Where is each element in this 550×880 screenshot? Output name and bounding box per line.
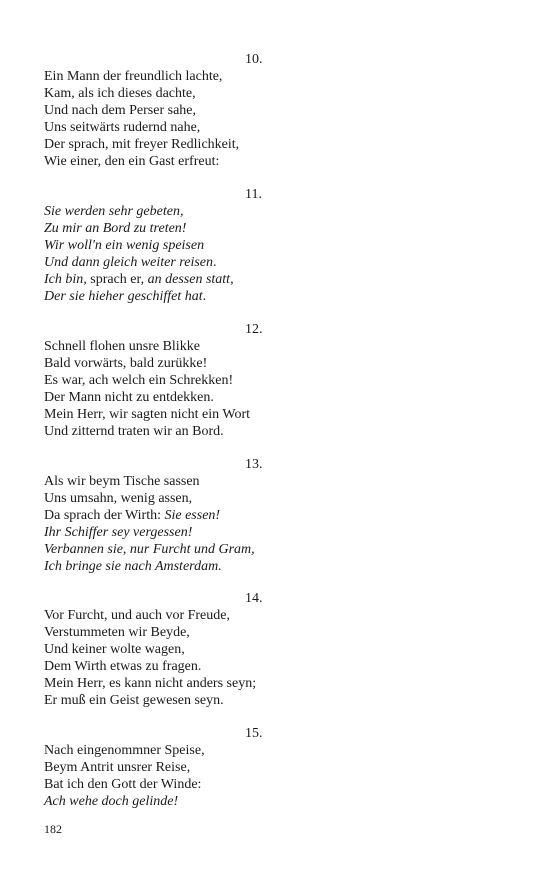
verse-line [44,119,504,136]
verse-segment: . [202,289,207,304]
verse-line [44,136,504,153]
verse-segment: Dem Wirth etwas zu fragen. [44,659,202,674]
verse-segment: Ach wehe doch gelinde! [44,794,179,809]
verse-segment: Mein Herr, es kann nicht anders seyn; [44,676,257,691]
verse-line [44,675,504,692]
verse-line [44,85,504,102]
verse-line [44,68,504,85]
verse-segment: an dessen statt, [147,272,234,287]
verse-line [44,742,504,759]
verse-line [44,220,504,237]
verse-line [44,524,504,541]
verse-line [44,288,504,305]
stanza-10 [44,51,504,170]
verse-segment: Uns umsahn, wenig assen, [44,491,193,506]
verse-line [44,541,504,558]
verse-line [44,558,504,575]
verse-line [44,776,504,793]
verse-line [44,102,504,119]
stanza-number: 15. [245,726,263,741]
verse-line [44,406,504,423]
verse-segment: Der sie hieher geschiffet hat [44,289,203,304]
verse-segment: Bat ich den Gott der Winde: [44,777,202,792]
verse-segment: Wie einer, den ein Gast erfreut: [44,154,220,169]
verse-segment: sprach er, [86,272,148,287]
verse-segment: Vor Furcht, und auch vor Freude, [44,608,230,623]
verse-segment: . [213,255,217,270]
stanza-number: 12. [245,322,263,337]
verse-segment: Als wir beym Tische sassen [44,474,200,489]
verse-line [44,624,504,641]
stanza-number: 11. [245,187,262,202]
verse-line [44,389,504,406]
verse-line [44,641,504,658]
verse-segment: Bald vorwärts, bald zurükke! [44,356,208,371]
verse-segment: Es war, ach welch ein Schrekken! [44,373,234,388]
verse-line [44,607,504,624]
stanza-15 [44,725,504,810]
verse-segment: Beym Antrit unsrer Reise, [44,760,191,775]
verse-segment: Sie essen! [164,508,221,523]
stanza-14 [44,590,504,709]
verse-line [44,372,504,389]
verse-segment: Der sprach, mit freyer Redlichkeit, [44,137,240,152]
verse-line [44,490,504,507]
stanza-13 [44,456,504,575]
verse-line [44,507,504,524]
verse-line [44,423,504,440]
verse-segment: Und zitternd traten wir an Bord. [44,424,224,439]
verse-segment: Ein Mann der freundlich lachte, [44,69,223,84]
verse-segment: Ich bin, [44,272,87,287]
verse-segment: Ihr Schiffer sey vergessen! [44,525,193,540]
stanza-12 [44,321,504,440]
verse-segment: Ich bringe sie nach Amsterdam. [44,559,222,574]
verse-segment: Wir woll'n ein wenig speisen [44,238,205,253]
verse-line [44,355,504,372]
verse-line [44,338,504,355]
verse-segment: Schnell flohen unsre Blikke [44,339,200,354]
verse-segment: Mein Herr, wir sagten nicht ein Wort [44,407,251,422]
verse-segment: Kam, als ich dieses dachte, [44,86,196,101]
verse-line [44,658,504,675]
verse-segment: Verstummeten wir Beyde, [44,625,190,640]
stanza-number: 14. [245,591,263,606]
verse-line [44,203,504,220]
verse-segment: Und keiner wolte wagen, [44,642,185,657]
stanza-11 [44,186,504,305]
verse-line [44,271,504,288]
page-number: 182 [44,822,62,836]
stanza-number: 10. [245,52,263,67]
verse-line [44,254,504,271]
stanza-number: 13. [245,457,263,472]
verse-line [44,692,504,709]
verse-line [44,473,504,490]
verse-segment: Und dann gleich weiter reisen [44,255,214,270]
verse-line [44,759,504,776]
verse-line [44,793,504,810]
verse-segment: Und nach dem Perser sahe, [44,103,197,118]
verse-segment: Sie werden sehr gebeten, [44,204,184,219]
verse-segment: Zu mir an Bord zu treten! [44,221,187,236]
verse-segment: Verbannen sie, nur Furcht und Gram, [44,542,255,557]
verse-segment: Da sprach der Wirth: [44,508,165,523]
verse-segment: Uns seitwärts rudernd nahe, [44,120,201,135]
verse-segment: Nach eingenommner Speise, [44,743,205,758]
verse-segment: Der Mann nicht zu entdekken. [44,390,214,405]
verse-segment: Er muß ein Geist gewesen seyn. [44,693,224,708]
verse-line [44,237,504,254]
verse-line [44,153,504,170]
